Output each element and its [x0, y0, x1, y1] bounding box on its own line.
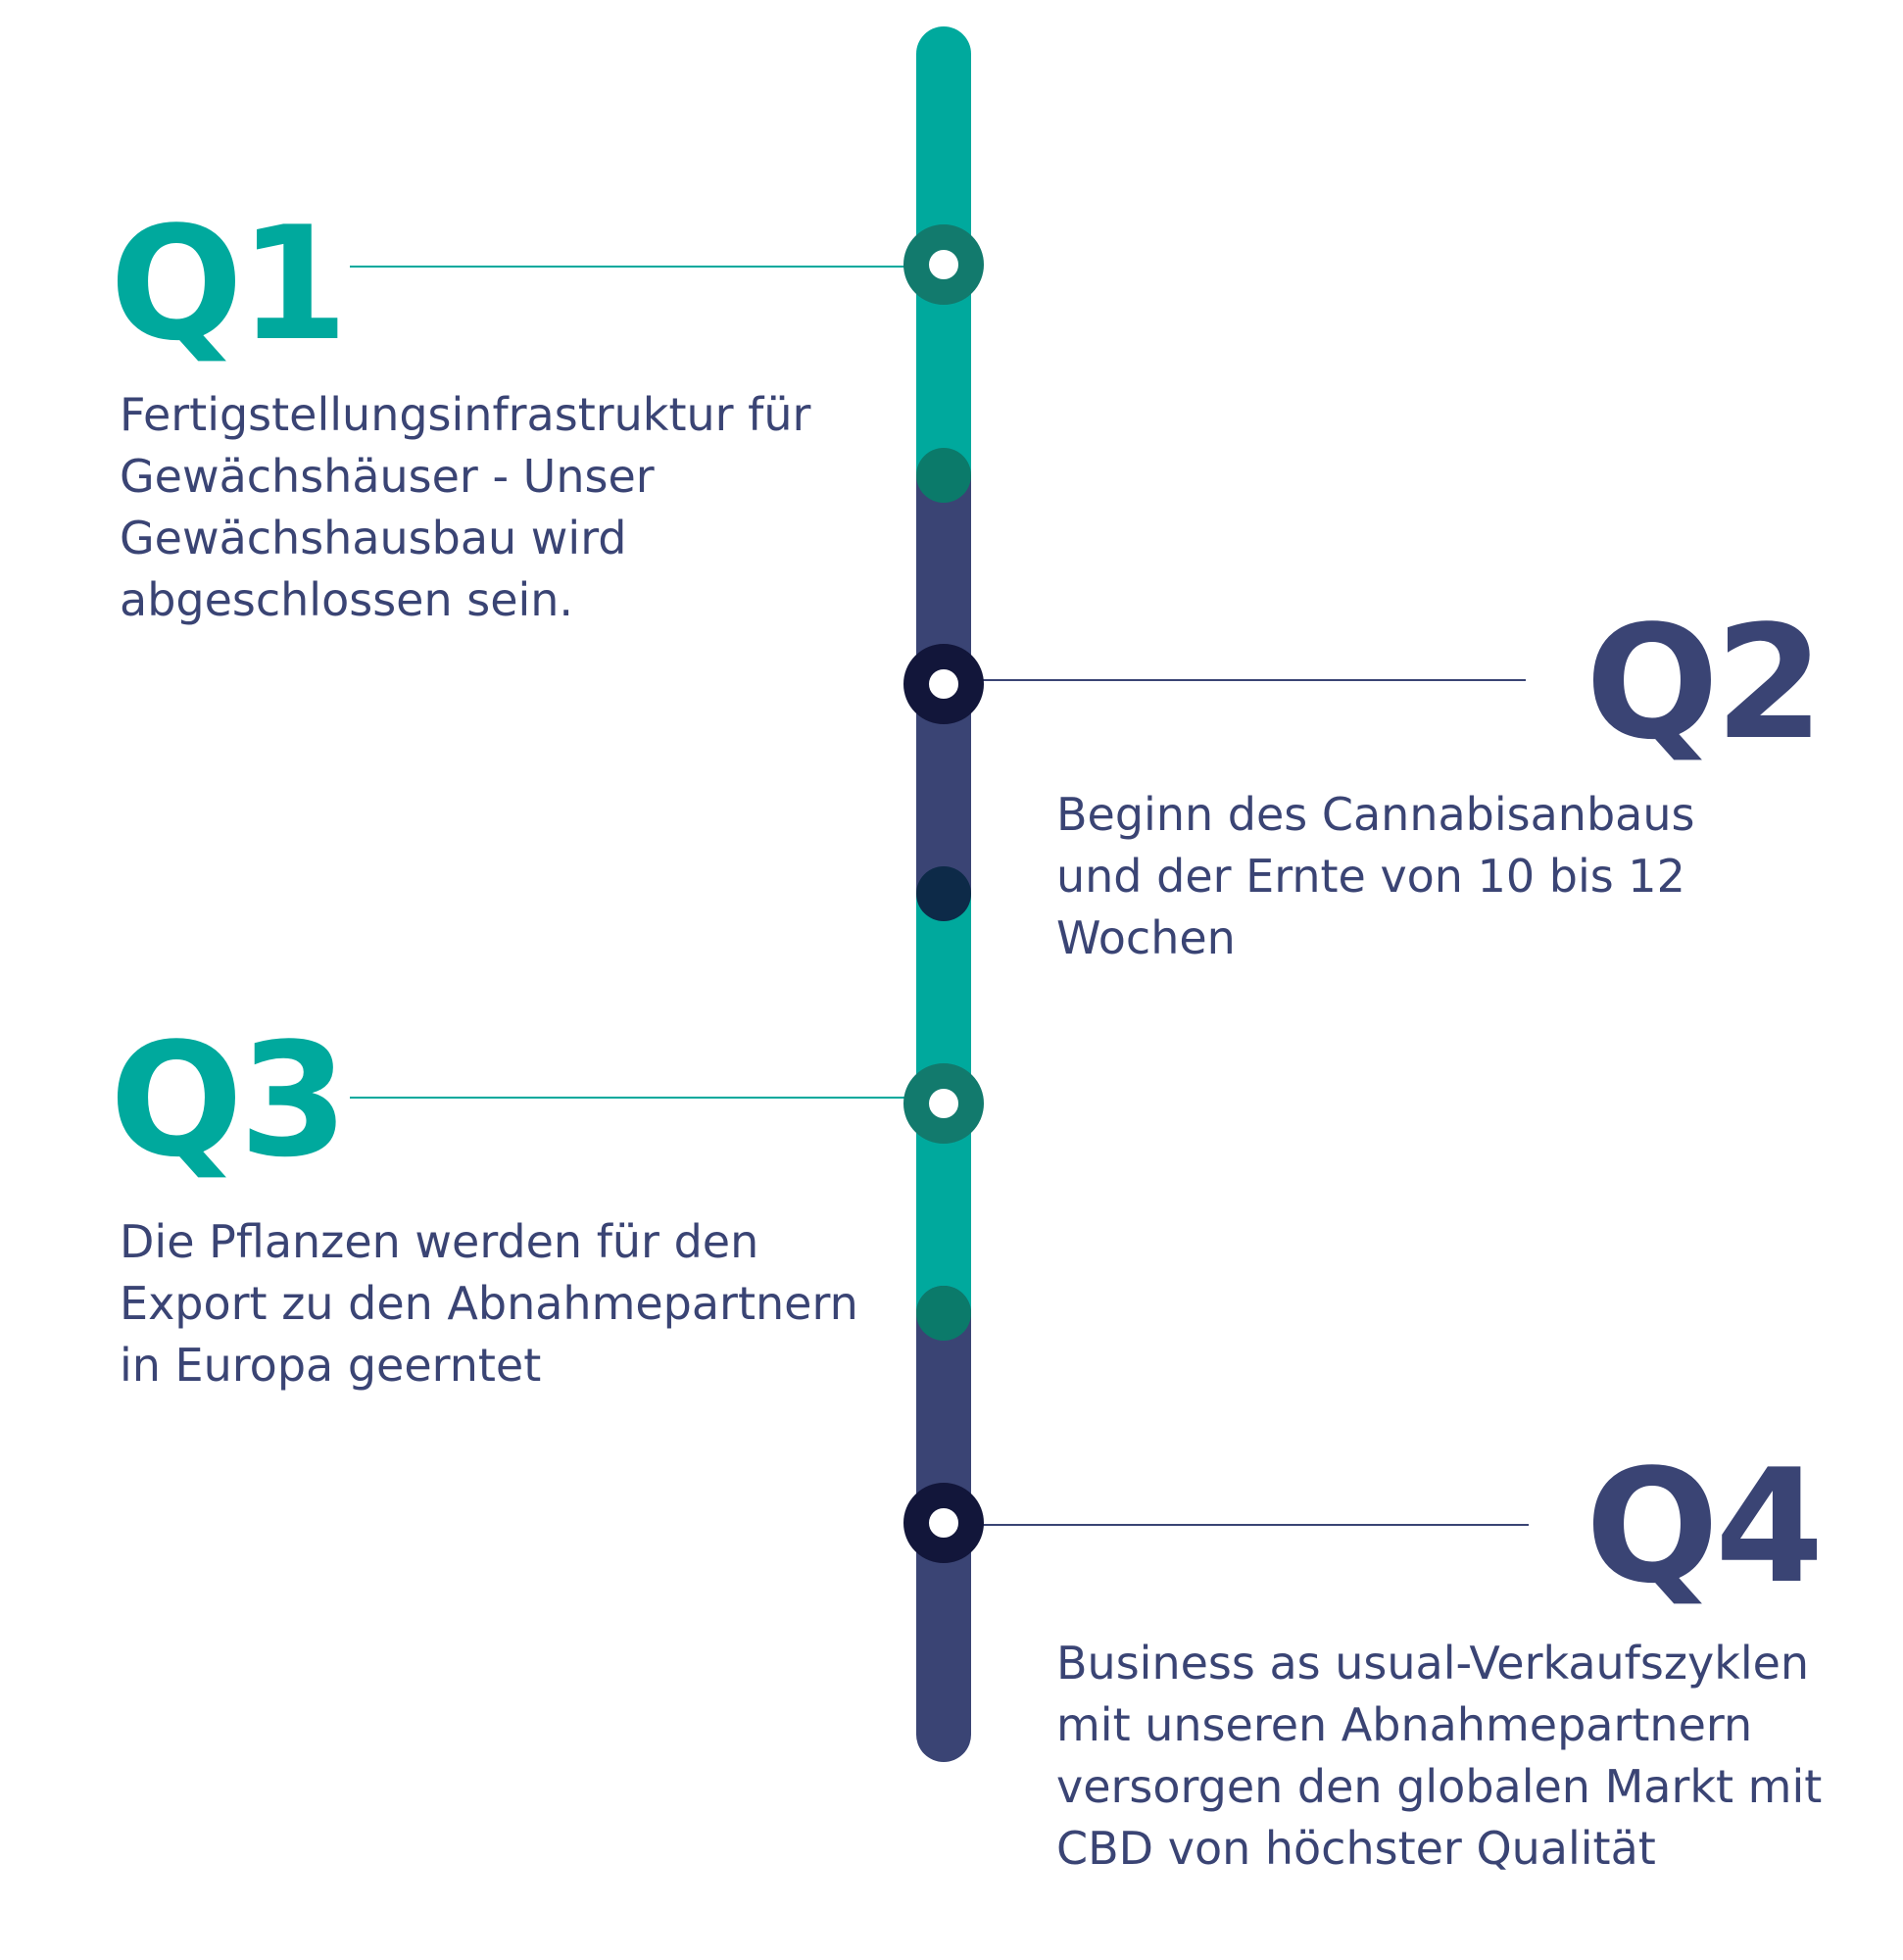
segment-transition-marker-3	[916, 1286, 971, 1341]
milestone-label-q4: Q4	[1586, 1435, 1821, 1618]
timeline-node-q2	[916, 657, 971, 711]
milestone-label-q3: Q3	[110, 1008, 345, 1192]
milestone-label-q2: Q2	[1586, 591, 1821, 774]
timeline-node-q1	[916, 237, 971, 292]
segment-transition-marker-2	[916, 866, 971, 921]
milestone-description-q1: Fertigstellungsinfrastruktur für Gewächshäuser - Unser Gewächshausbau wird abgeschlossen sein.	[120, 388, 811, 626]
milestone-description-q4: Business as usual-Verkaufszyklen mit unseren Abnahmepartnern versorgen den globalen Markt mit CBD von höchster Qualität	[1056, 1637, 1823, 1875]
milestone-description-q2: Beginn des Cannabisanbaus und der Ernte von 10 bis 12 Wochen	[1056, 788, 1695, 964]
timeline-node-q4	[916, 1495, 971, 1550]
timeline-node-q3	[916, 1076, 971, 1131]
milestone-label-q1: Q1	[110, 192, 345, 375]
segment-transition-marker-1	[916, 448, 971, 503]
milestone-description-q3: Die Pflanzen werden für den Export zu den Abnahmepartnern in Europa geerntet	[120, 1215, 858, 1392]
